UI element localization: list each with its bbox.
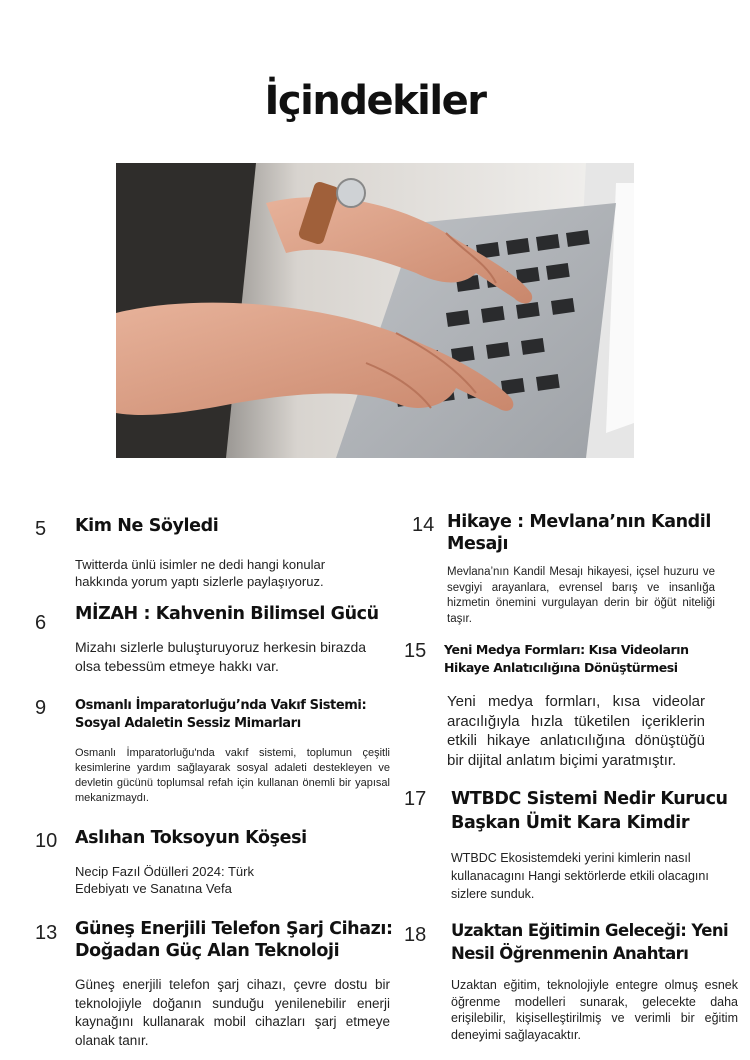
entry-description: Güneş enerjili telefon şarj cihazı, çevre dostu bir teknolojiyle doğanın sunduğu yenilenebilir enerji kaynağını kullanarak mobil cihazları şarj etmeye olanak tanır. (75, 977, 390, 1048)
page-number: 14 (412, 514, 435, 536)
page-number: 5 (35, 518, 47, 540)
page-title: İçindekiler (264, 78, 486, 124)
entry-title[interactable]: Hikaye : Mevlana’nın Kandil Mesajı (447, 512, 711, 554)
entry-title[interactable]: Osmanlı İmparatorluğu’nda Vakıf Sistemi: Sosyal Adaletin Sessiz Mimarları (75, 698, 367, 731)
entry-title[interactable]: Aslıhan Toksoyun Köşesi (75, 828, 307, 848)
entry-title[interactable]: Kim Ne Söyledi (75, 516, 219, 536)
entry-description: Twitterda ünlü isimler ne dedi hangi konular hakkında yorum yaptı sizlerle paylaşıyoruz. (75, 557, 326, 589)
page-number: 9 (35, 697, 47, 719)
page-number: 17 (404, 788, 427, 810)
page-number: 13 (35, 922, 58, 944)
entry-title[interactable]: WTBDC Sistemi Nedir Kurucu Başkan Ümit Kara Kimdir (451, 789, 728, 833)
entry-title[interactable]: Yeni Medya Formları: Kısa Videoların Hikaye Anlatıcılığına Dönüştürmesi (444, 642, 689, 675)
page-number: 18 (404, 924, 427, 946)
entry-description: Yeni medya formları, kısa videolar aracılığıyla hızla tüketilen içeriklerin etkili hikaye anlatıcılığına dönüştüğü bir dijital anlatım biçimi yaratmıştır. (447, 693, 705, 769)
entry-description: Necip Fazıl Ödülleri 2024: Türk Edebiyatı ve Sanatına Vefa (75, 864, 254, 896)
page-number: 15 (404, 640, 427, 662)
page-number: 10 (35, 830, 58, 852)
entry-description: WTBDC Ekosistemdeki yerini kimlerin nasıl kullanacagını Hangi sektörlerde etkili olacagını sizlere sunduk. (451, 851, 709, 901)
entry-description: Mizahı sizlerle buluşturuyoruz herkesin birazda olsa tebessüm etmeye hakkı var. (75, 639, 367, 674)
entry-title[interactable]: Uzaktan Eğitimin Geleceği: Yeni Nesil Öğrenmenin Anahtarı (451, 921, 729, 963)
entry-description: Osmanlı İmparatorluğu'nda vakıf sistemi, toplumun çeşitli kesimlerine yardım sağlayarak sosyal adaleti destekleyen ve devletin gücünü toplumsal refah için kullanan önemli bir yapısal mekanizmaydı. (75, 747, 390, 804)
hero-image (116, 163, 634, 458)
laptop-typing-photo (116, 163, 634, 458)
entry-description: Uzaktan eğitim, teknolojiyle entegre olmuş esnek öğrenme modelleri sunarak, gelecekte daha erişilebilir, kişiselleştirilmiş ve verimli bir eğitim deneyimi sağlayacaktır. (451, 978, 738, 1042)
entry-title[interactable]: Güneş Enerjili Telefon Şarj Cihazı: Doğadan Güç Alan Teknoloji (75, 919, 393, 961)
entry-title[interactable]: MİZAH : Kahvenin Bilimsel Gücü (75, 604, 379, 624)
entry-description: Mevlana’nın Kandil Mesajı hikayesi, içsel huzuru ve sevgiyi arayanlara, evrensel barış ve insanlığa hizmetin önemini vurgulayan derin bir öğüt niteliği taşır. (447, 566, 715, 625)
page-number: 6 (35, 612, 47, 634)
